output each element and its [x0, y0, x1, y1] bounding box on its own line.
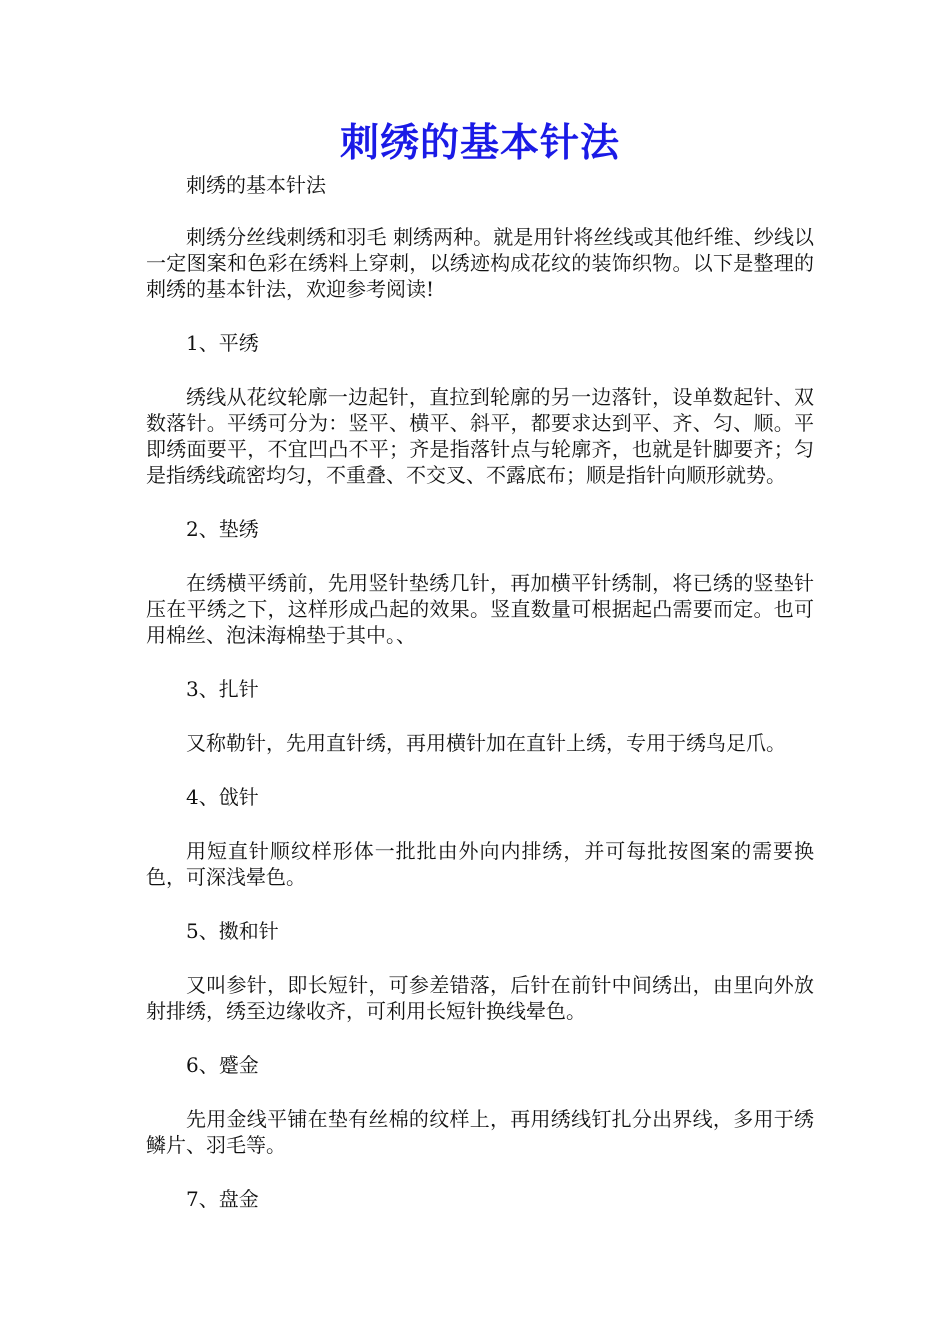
spacer [146, 1024, 814, 1052]
spacer [146, 1158, 814, 1186]
section-heading-6: 6、蹙金 [186, 1053, 259, 1077]
spacer [146, 542, 814, 570]
spacer [146, 356, 814, 384]
section-heading-3: 3、扎针 [186, 677, 259, 701]
spacer [146, 756, 814, 784]
section-body-6: 先用金线平铺在垫有丝棉的纹样上，再用绣线钉扎分出界线，多用于绣鳞片、羽毛等。 [146, 1107, 814, 1157]
document-title: 刺绣的基本针法 [339, 120, 620, 166]
spacer [146, 198, 814, 224]
section-body-3: 又称勒针，先用直针绣，再用横针加在直针上绣，专用于绣鸟足爪。 [186, 731, 786, 755]
document-page [146, 118, 814, 1212]
document-subtitle: 刺绣的基本针法 [186, 173, 326, 197]
spacer [146, 1078, 814, 1106]
spacer [146, 488, 814, 516]
section-heading-5: 5、擞和针 [186, 919, 279, 943]
spacer [146, 702, 814, 730]
section-body-1: 绣线从花纹轮廓一边起针，直拉到轮廓的另一边落针，设单数起针、双数落针。平绣可分为：竖平、横平、斜平，都要求达到平、齐、匀、顺。平即绣面要平，不宜凹凸不平；齐是指落针点与轮廓齐，也就是针脚要齐；匀是指绣线疏密均匀，不重叠、不交叉、不露底布；顺是指针向顺形就势。 [146, 385, 814, 487]
section-heading-4: 4、戗针 [186, 785, 259, 809]
section-heading-7: 7、盘金 [186, 1187, 259, 1211]
section-body-5: 又叫参针，即长短针，可参差错落，后针在前针中间绣出，由里向外放射排绣，绣至边缘收齐，可利用长短针换线晕色。 [146, 973, 814, 1023]
spacer [146, 810, 814, 838]
spacer [146, 302, 814, 330]
spacer [146, 944, 814, 972]
spacer [146, 648, 814, 676]
section-heading-1: 1、平绣 [186, 331, 259, 355]
intro-paragraph: 刺绣分丝线刺绣和羽毛 刺绣两种。就是用针将丝线或其他纤维、纱线以一定图案和色彩在绣料上穿刺，以绣迹构成花纹的装饰织物。以下是整理的刺绣的基本针法，欢迎参考阅读! [146, 225, 814, 301]
section-body-4: 用短直针顺纹样形体一批批由外向内排绣，并可每批按图案的需要换色，可深浅晕色。 [146, 839, 814, 889]
spacer [146, 890, 814, 918]
section-heading-2: 2、垫绣 [186, 517, 259, 541]
section-body-2: 在绣横平绣前，先用竖针垫绣几针，再加横平针绣制，将已绣的竖垫针压在平绣之下，这样形成凸起的效果。竖直数量可根据起凸需要而定。也可用棉丝、泡沫海棉垫于其中。、 [146, 571, 814, 647]
